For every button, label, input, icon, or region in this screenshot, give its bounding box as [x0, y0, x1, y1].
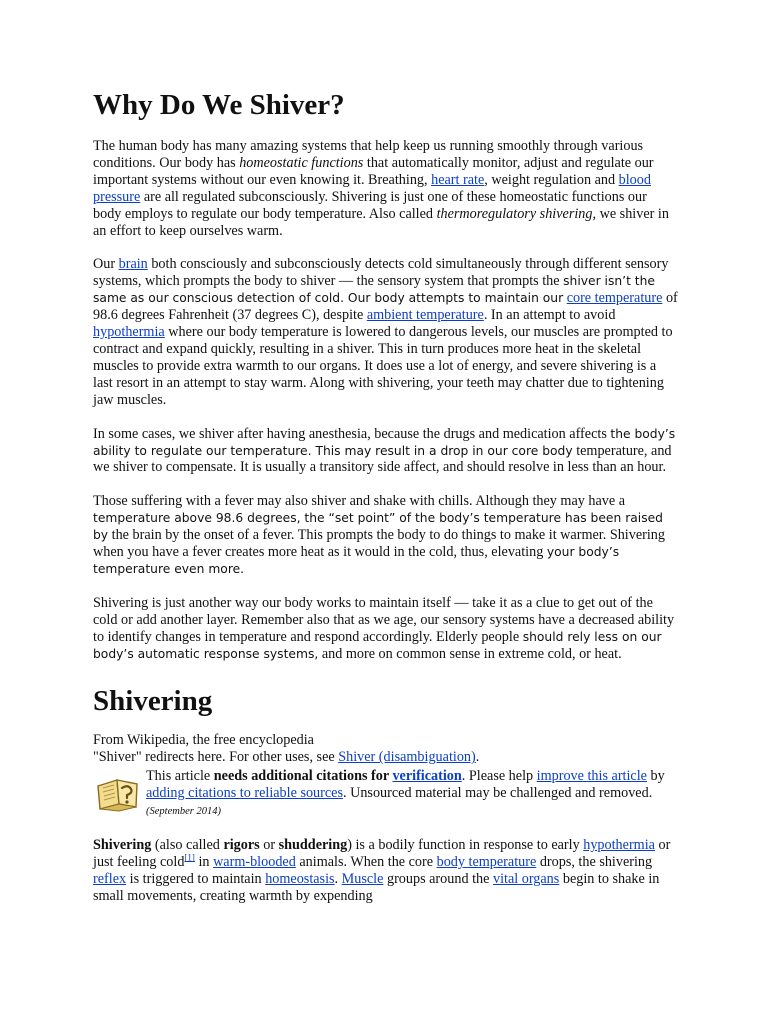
book-question-icon — [95, 774, 141, 812]
text: . Unsourced material may be challenged and removed. — [343, 785, 653, 802]
text-alt-font: the body’s ability to regulate our temperature. This may result in a drop in our core body — [93, 426, 676, 458]
text: . — [475, 749, 480, 766]
citation-notice — [93, 768, 678, 821]
notice-text — [146, 768, 678, 821]
text: in — [194, 853, 214, 870]
link-body-temperature[interactable]: body temperature — [436, 853, 537, 870]
link-ambient-temperature[interactable]: ambient temperature — [366, 307, 484, 324]
link-reflex[interactable]: reflex — [93, 870, 127, 887]
text: animals. When the core — [295, 853, 437, 870]
text: Shivering is just another way our body works to maintain itself — take it as a clue to get out of the cold or add another layer. Remember also that as we age, our sensory systems have a decreased ability to identify changes in temperature and respond accordingly. Elderly people — [93, 594, 675, 645]
text: Those suffering with a fever may also shiver and shake with chills. Although they may have a — [93, 493, 626, 510]
text: or — [259, 837, 279, 853]
text: we shiver in an effort to keep ourselves warm. — [93, 205, 669, 239]
text: or just feeling cold — [93, 837, 671, 870]
text-alt-font: should rely less on our body’s automatic response systems, — [93, 629, 662, 661]
bold-text: Shivering — [93, 837, 152, 853]
text-alt-font: shiver isn’t the same as our conscious detection of cold. Our body attempts to maintain our — [93, 274, 655, 306]
text-alt-font: temperature above 98.6 degrees, the “set point” of the body’s temperature has been raised by — [93, 511, 663, 543]
link-hypothermia[interactable]: hypothermia — [93, 324, 165, 341]
paragraph-1 — [93, 138, 678, 239]
link-improve-this-article[interactable]: improve this article — [536, 768, 647, 785]
document-content — [93, 88, 678, 922]
bold-text: rigors — [223, 837, 260, 853]
text: . Please help — [461, 768, 537, 785]
paragraph-3 — [93, 426, 678, 477]
link-hypothermia-wiki[interactable]: hypothermia — [583, 837, 655, 853]
notice-date: (September 2014) — [146, 806, 221, 818]
link-verification[interactable]: verification — [392, 768, 462, 785]
link-citation-1[interactable]: [1] — [184, 852, 195, 863]
text: are all regulated subconsciously. Shivering is just one of these homeostatic functions our body employs to regulate our body temperature. Also called — [93, 188, 647, 222]
emphasis-homeostatic: homeostatic functions — [239, 154, 364, 171]
paragraph-5 — [93, 595, 678, 663]
link-adding-citations[interactable]: adding citations to reliable sources — [146, 785, 343, 802]
text: the brain by the onset of a fever. This prompts the body to do things to make it warmer. Shivering when you have a fever creates more heat as it would in the cold, thus, elevating — [93, 527, 665, 561]
text: In some cases, we shiver after having anesthesia, because the drugs and medication affects — [93, 425, 611, 442]
emphasis-thermoregulatory: thermoregulatory shivering, — [436, 205, 597, 222]
text: . — [334, 870, 342, 887]
text: of 98.6 degrees Fahrenheit (37 degrees C), despite — [93, 290, 678, 324]
link-muscle[interactable]: Muscle — [341, 870, 384, 887]
text-alt-font: your body’s temperature even more. — [93, 545, 620, 576]
wiki-intro — [93, 837, 678, 905]
text: . In an attempt to avoid — [483, 307, 616, 324]
paragraph-2 — [93, 256, 678, 408]
text: and more on common sense in extreme cold, or heat. — [318, 645, 622, 662]
text: by — [646, 768, 665, 785]
text: where our body temperature is lowered to dangerous levels, our muscles are prompted to contract and expand quickly, resulting in a shiver. This in turn produces more heat in the skeletal muscles to provide extra warmth to our organs. It does use a lot of energy, and severe shivering is a last resort in an attempt to stay warm. Along with shivering, your teeth may chatter due to tightening jaw muscles. — [93, 324, 673, 408]
link-brain[interactable]: brain — [118, 256, 148, 273]
text: temperature, and we shiver to compensate. It is usually a transitory side affect, and should resolve in less than an hour. — [93, 442, 672, 476]
text: (also called — [151, 837, 224, 853]
text: groups around the — [383, 870, 493, 887]
text: This article — [146, 768, 214, 785]
bold-text: shuddering — [278, 837, 348, 853]
paragraph-4 — [93, 493, 678, 578]
link-blood-pressure[interactable]: blood pressure — [93, 171, 651, 205]
wiki-from: From Wikipedia, the free encyclopedia — [93, 732, 314, 749]
wiki-meta — [93, 732, 678, 766]
article-title: Why Do We Shiver? — [93, 89, 345, 121]
text: begin to shake in small movements, creating warmth by expending — [93, 870, 660, 904]
link-vital-organs[interactable]: vital organs — [492, 870, 560, 887]
text: both consciously and subconsciously detects cold simultaneously through different sensory systems, which prompts the body to shiver — the sensory system that prompts the — [93, 256, 669, 290]
bold-text: needs additional citations for — [213, 768, 393, 785]
text: drops, the shivering — [536, 853, 653, 870]
link-warm-blooded[interactable]: warm-blooded — [213, 853, 296, 870]
text: Our — [93, 256, 119, 273]
wiki-redirect — [93, 749, 678, 766]
text: ) is a bodily function in response to early — [347, 837, 584, 853]
wiki-title: Shivering — [93, 685, 213, 718]
text: The human body has many amazing systems that help keep us running smoothly through various conditions. Our body has — [93, 138, 644, 171]
link-homeostasis[interactable]: homeostasis — [265, 870, 335, 887]
text: is triggered to maintain — [126, 870, 266, 887]
text: that automatically monitor, adjust and regulate our important systems without our even knowing it. Breathing, — [93, 154, 654, 188]
link-heart-rate[interactable]: heart rate — [431, 171, 485, 188]
link-core-temperature[interactable]: core temperature — [566, 290, 663, 307]
link-shiver-disambiguation[interactable]: Shiver (disambiguation) — [338, 749, 476, 766]
text: , weight regulation and — [484, 171, 619, 188]
text: "Shiver" redirects here. For other uses, see — [93, 749, 339, 766]
